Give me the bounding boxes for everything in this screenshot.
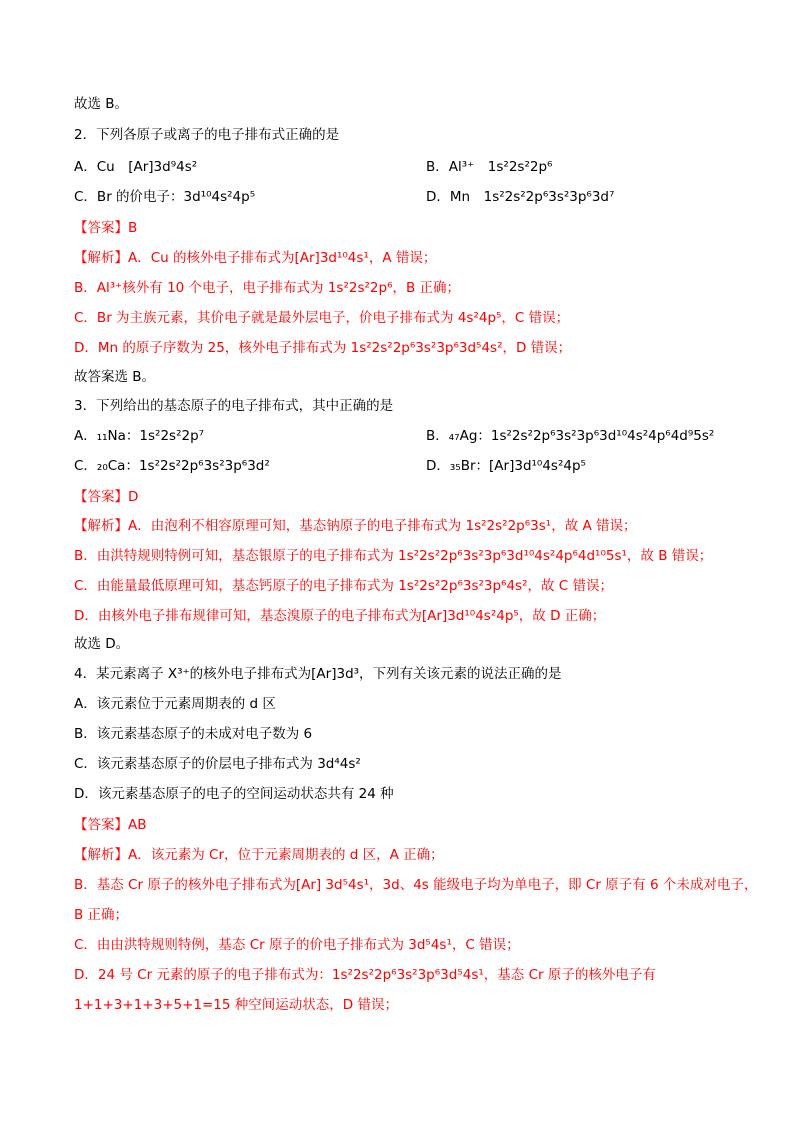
q2-options-row2 [74, 187, 714, 207]
q2-option-a: A．Cu [Ar]3d⁹4s² [74, 159, 198, 175]
q2-analysis-line: B．Al³⁺核外有 10 个电子，电子排布式为 1s²2s²2p⁶，B 正确； [74, 280, 461, 296]
q3-option-a: A．₁₁Na：1s²2s²2p⁷ [74, 428, 205, 444]
q4-analysis-line: D．24 号 Cr 元素的原子的电子排布式为：1s²2s²2p⁶3s²3p⁶3d⁵4s¹，基态 Cr 原子的核外电子有 [74, 967, 656, 983]
q3-answer: 【答案】D [74, 489, 139, 505]
q4-analysis-line: C．由由洪特规则特例，基态 Cr 原子的价电子排布式为 3d⁵4s¹，C 错误； [74, 937, 520, 953]
q3-options-row1 [74, 426, 714, 446]
q3-analysis-line: B．由洪特规则特例可知，基态银原子的电子排布式为 1s²2s²2p⁶3s²3p⁶3d¹⁰4s²4p⁶4d¹⁰5s¹，故 B 错误； [74, 548, 713, 564]
q2-analysis-line: D．Mn 的原子序数为 25，核外电子排布式为 1s²2s²2p⁶3s²3p⁶3d⁵4s²，D 错误； [74, 340, 572, 356]
q4-option-c: C．该元素基态原子的价层电子排布式为 3d⁴4s² [74, 756, 361, 772]
q4-analysis-line: 【解析】A．该元素为 Cr，位于元素周期表的 d 区，A 正确； [74, 847, 444, 863]
q4-option-b: B．该元素基态原子的未成对电子数为 6 [74, 726, 313, 742]
q4-option-d: D．该元素基态原子的电子的空间运动状态共有 24 种 [74, 786, 394, 802]
q2-option-c: C．Br 的价电子：3d¹⁰4s²4p⁵ [74, 189, 256, 205]
q4-analysis-line: B 正确； [74, 907, 129, 923]
q4-analysis-line: 1+1+3+1+3+5+1=15 种空间运动状态，D 错误； [74, 997, 398, 1013]
q3-option-c: C．₂₀Ca：1s²2s²2p⁶3s²3p⁶3d² [74, 458, 270, 474]
q2-answer: 【答案】B [74, 220, 138, 236]
q3-analysis-line: C．由能量最低原理可知，基态钙原子的电子排布式为 1s²2s²2p⁶3s²3p⁶4s²，故 C 错误； [74, 578, 614, 594]
q2-analysis-line: C．Br 为主族元素，其价电子就是最外层电子，价电子排布式为 4s²4p⁵，C 错误； [74, 310, 570, 326]
q3-analysis-line: 【解析】A．由泡利不相容原理可知，基态钠原子的电子排布式为 1s²2s²2p⁶3s¹，故 A 错误； [74, 518, 637, 534]
q3-stem: 3．下列给出的基态原子的电子排布式，其中正确的是 [74, 398, 394, 414]
q2-stem: 2．下列各原子或离子的电子排布式正确的是 [74, 127, 340, 143]
q2-option-b: B．Al³⁺ 1s²2s²2p⁶ [426, 159, 553, 175]
q2-option-d: D．Mn 1s²2s²2p⁶3s²3p⁶3d⁷ [426, 189, 615, 205]
q2-conclusion: 故答案选 B。 [74, 369, 156, 385]
q4-option-a: A．该元素位于元素周期表的 d 区 [74, 696, 276, 712]
q2-options-row1 [74, 157, 714, 177]
q3-analysis-line: D．由核外电子排布规律可知，基态溴原子的电子排布式为[Ar]3d¹⁰4s²4p⁵，故 D 正确； [74, 608, 606, 624]
q3-option-d: D．₃₅Br：[Ar]3d¹⁰4s²4p⁵ [426, 458, 586, 474]
q4-stem: 4．某元素离子 X³⁺的核外电子排布式为[Ar]3d³，下列有关该元素的说法正确的是 [74, 666, 562, 682]
q2-analysis-line: 【解析】A．Cu 的核外电子排布式为[Ar]3d¹⁰4s¹，A 错误； [74, 250, 437, 266]
q1-conclusion: 故选 B。 [74, 96, 129, 112]
q4-answer: 【答案】AB [74, 817, 147, 833]
q3-option-b: B．₄₇Ag：1s²2s²2p⁶3s²3p⁶3d¹⁰4s²4p⁶4d⁹5s² [426, 428, 715, 444]
q3-options-row2 [74, 456, 714, 476]
q4-analysis-line: B．基态 Cr 原子的核外电子排布式为[Ar] 3d⁵4s¹，3d、4s 能级电子均为单电子，即 Cr 原子有 6 个未成对电子， [74, 877, 758, 893]
q3-conclusion: 故选 D。 [74, 636, 130, 652]
